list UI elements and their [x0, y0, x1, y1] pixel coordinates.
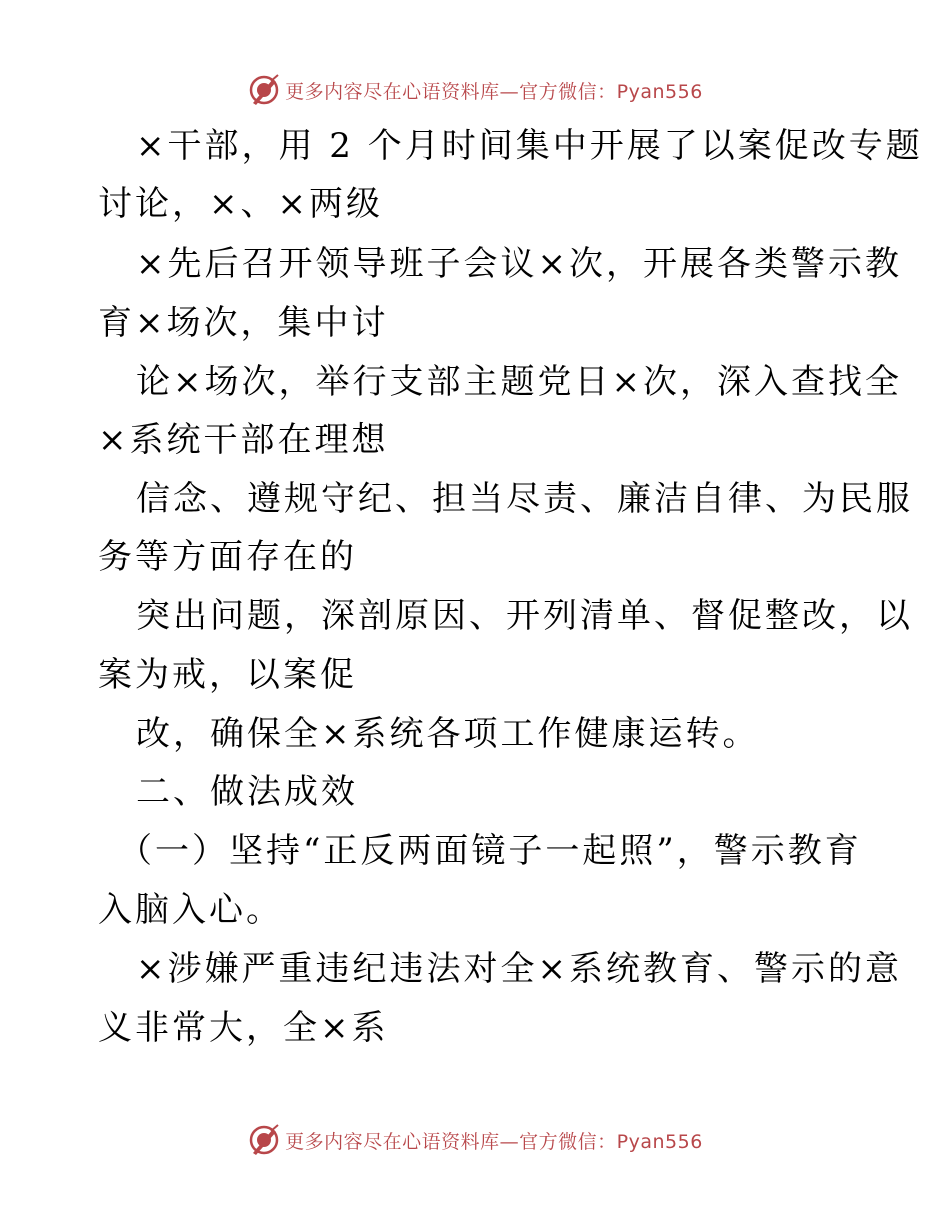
header-banner-text: 更多内容尽在心语资料库—官方微信： — [285, 80, 617, 103]
body-line: 讨论，×、×两级 — [98, 184, 383, 224]
body-line: ×干部，用 2 个月时间集中开展了以案促改专题 — [136, 126, 923, 166]
body-line: 信念、遵规守纪、担当尽责、廉洁自律、为民服 — [136, 479, 913, 519]
header-banner — [0, 70, 950, 110]
body-line: 突出问题，深剖原因、开列清单、督促整改，以 — [136, 596, 913, 636]
subsection-heading: （一）坚持“正反两面镜子一起照”，警示教育 — [118, 831, 862, 871]
body-line: ×涉嫌严重违纪违法对全×系统教育、警示的意 — [136, 949, 902, 989]
body-line: 育×场次，集中讨 — [98, 303, 389, 343]
header-banner-wechat-id: Pyan556 — [616, 80, 703, 103]
subsection-heading: 入脑入心。 — [98, 890, 283, 930]
footer-banner-text: 更多内容尽在心语资料库—官方微信： — [285, 1130, 617, 1153]
body-line: 案为戒，以案促 — [98, 655, 357, 695]
pen-logo-icon — [247, 73, 281, 107]
body-line: 改，确保全×系统各项工作健康运转。 — [136, 714, 760, 754]
footer-banner — [0, 1120, 950, 1160]
section-heading: 二、做法成效 — [136, 772, 358, 812]
body-line: ×系统干部在理想 — [98, 420, 389, 460]
body-line: 务等方面存在的 — [98, 537, 357, 577]
footer-banner-wechat-id: Pyan556 — [616, 1130, 703, 1153]
pen-logo-icon — [247, 1123, 281, 1157]
body-line: 论×场次，举行支部主题党日×次，深入查找全 — [136, 362, 902, 402]
body-line: 义非常大，全×系 — [98, 1008, 389, 1048]
body-line: ×先后召开领导班子会议×次，开展各类警示教 — [136, 244, 902, 284]
